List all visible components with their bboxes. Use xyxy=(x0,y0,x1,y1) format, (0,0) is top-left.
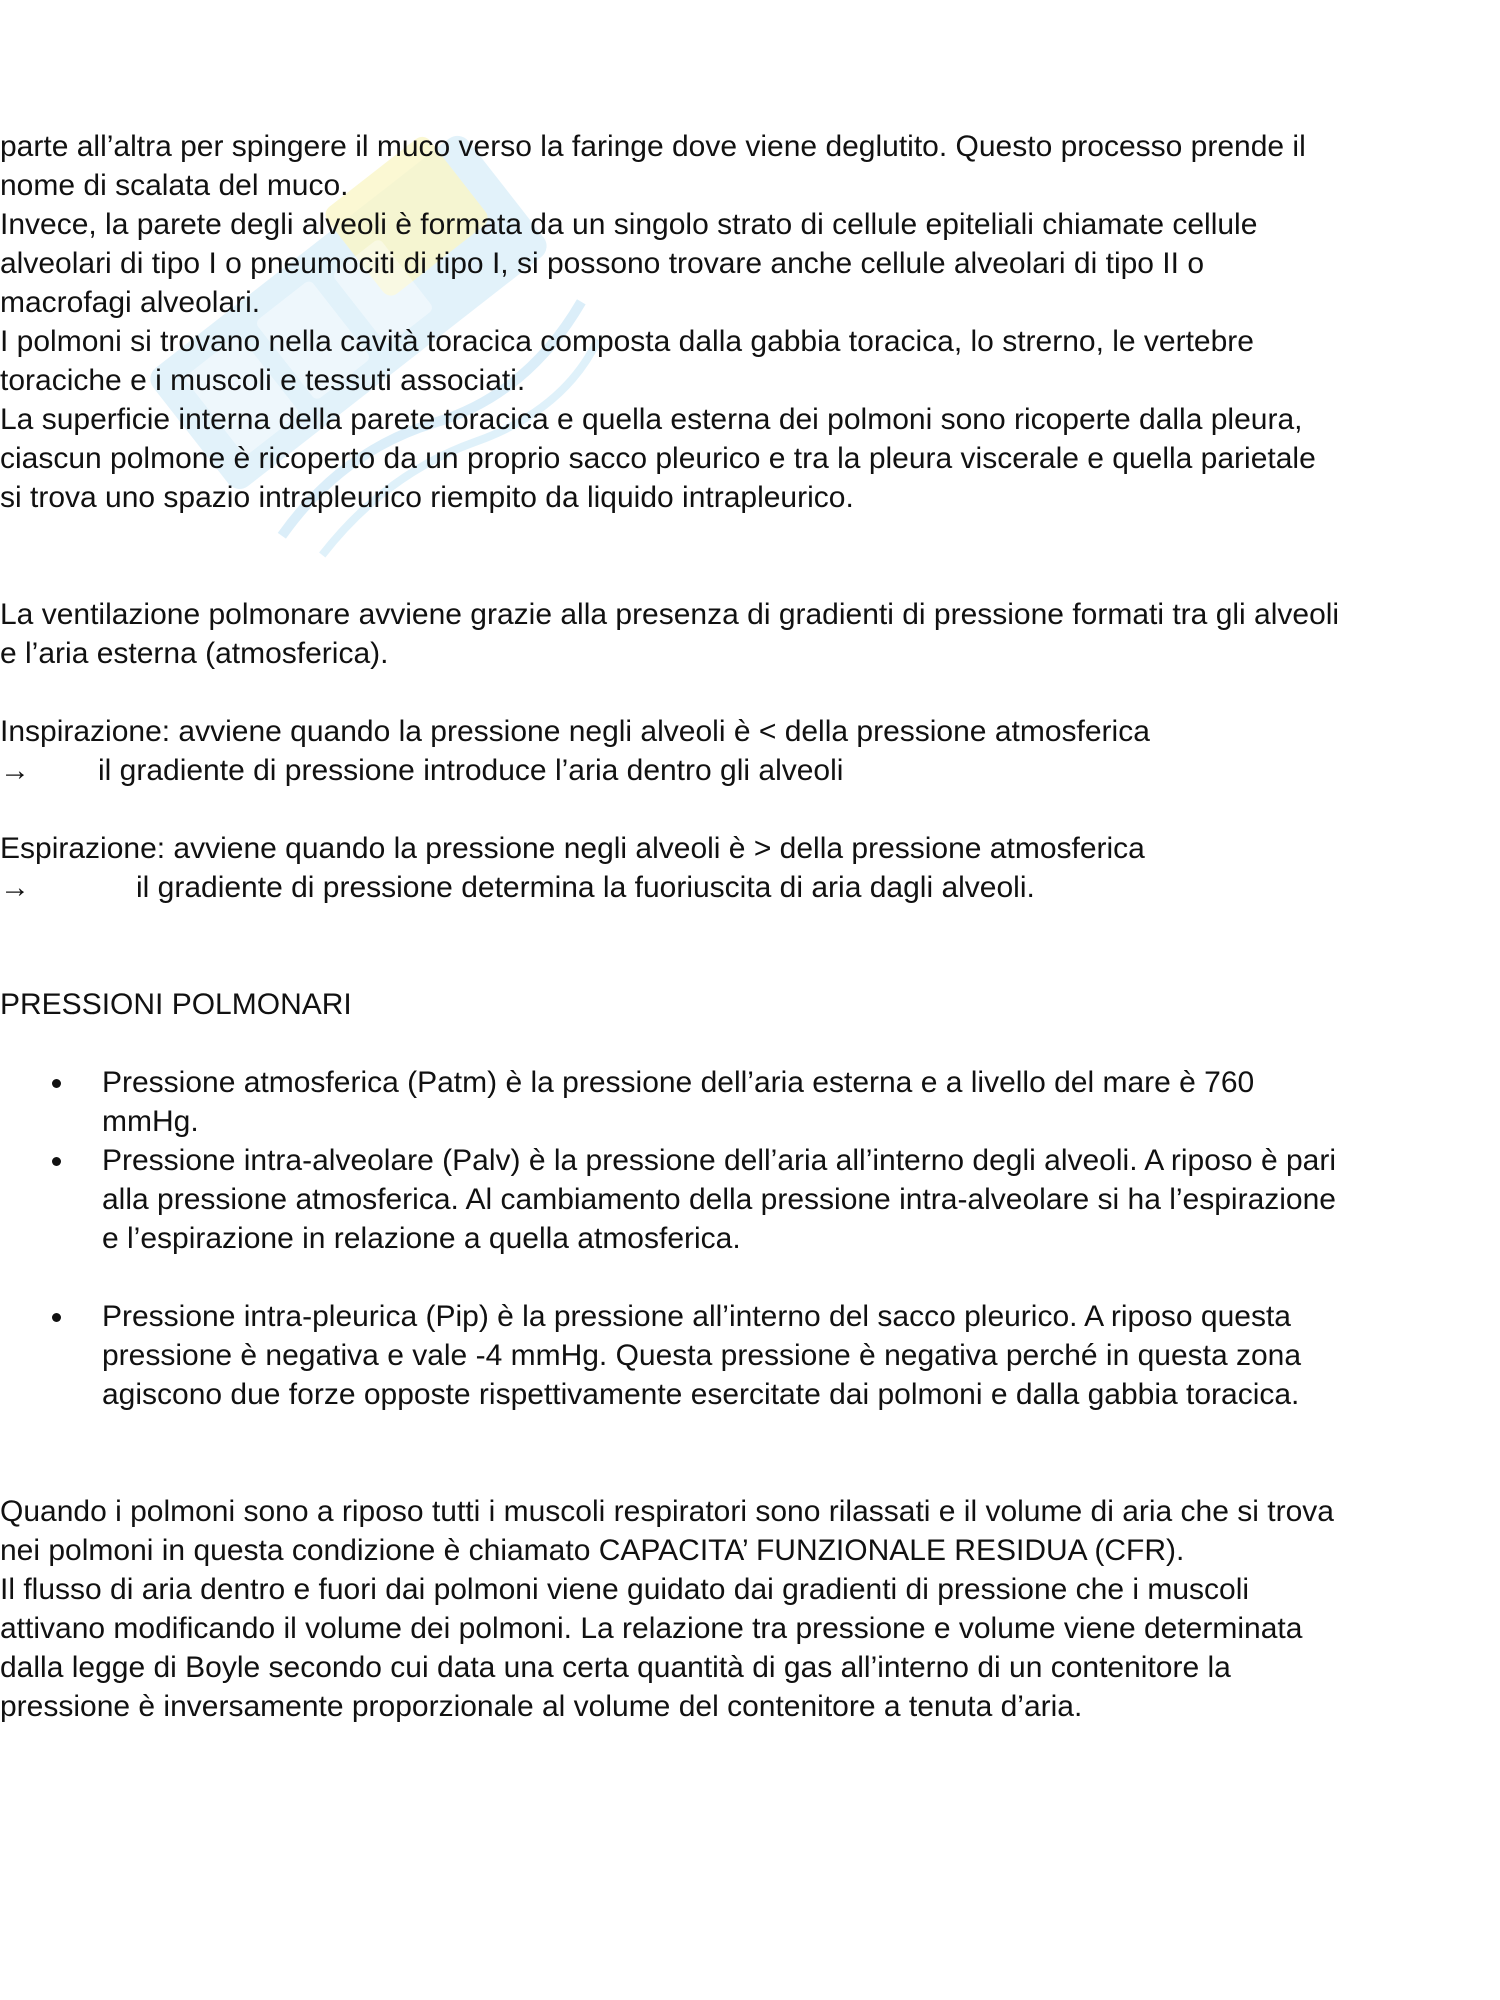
spacer xyxy=(0,1024,1340,1063)
list-item-text: Pressione intra-alveolare (Palv) è la pressione dell’aria all’interno degli alveoli. A riposo è pari alla pressione atmosferica. Al cambiamento della pressione intra-alveolare si ha l’espirazione e l’espirazione in relazione a quella atmosferica. xyxy=(102,1144,1336,1255)
paragraph-boyle: Il flusso di aria dentro e fuori dai polmoni viene guidato dai gradienti di pressione che i muscoli attivano modificando il volume dei polmoni. La relazione tra pressione e volume viene determinata dalla legge di Boyle secondo cui data una certa quantità di gas all’interno di un contenitore la pressione è inversamente proporzionale al volume del contenitore a tenuta d’aria. xyxy=(0,1573,1303,1723)
section-heading: PRESSIONI POLMONARI xyxy=(0,988,352,1021)
inspirazione-result-line xyxy=(0,751,1340,790)
pressure-list xyxy=(0,1063,1340,1414)
list-item xyxy=(0,1297,1340,1414)
espirazione-line: Espirazione: avviene quando la pressione negli alveoli è > della pressione atmosferica xyxy=(0,832,1145,865)
spacer xyxy=(0,517,1340,595)
inspirazione-result: il gradiente di pressione introduce l’aria dentro gli alveoli xyxy=(98,754,844,787)
list-item xyxy=(0,1063,1340,1141)
arrow-right-icon: → xyxy=(0,754,30,787)
paragraph-pleura: La superficie interna della parete toracica e quella esterna dei polmoni sono ricoperte dalla pleura, ciascun polmone è ricoperto da un proprio sacco pleurico e tra la pleura viscerale e quella parietale si trova uno spazio intrapleurico riempito da liquido intrapleurico. xyxy=(0,403,1316,514)
list-item-text: Pressione intra-pleurica (Pip) è la pressione all’interno del sacco pleurico. A riposo questa pressione è negativa e vale -4 mmHg. Questa pressione è negativa perché in questa zona agiscono due forze opposte rispettivamente esercitate dai polmoni e dalla gabbia toracica. xyxy=(102,1300,1302,1411)
inspirazione-line: Inspirazione: avviene quando la pressione negli alveoli è < della pressione atmosferica xyxy=(0,715,1150,748)
spacer xyxy=(0,907,1340,985)
spacer xyxy=(0,673,1340,712)
paragraph-alveoli: Invece, la parete degli alveoli è formata da un singolo strato di cellule epiteliali chiamate cellule alveolari di tipo I o pneumociti di tipo I, si possono trovare anche cellule alveolari di tipo II o macrofagi alveolari. xyxy=(0,208,1258,319)
bullet-icon xyxy=(52,1079,61,1088)
paragraph-ventilazione: La ventilazione polmonare avviene grazie alla presenza di gradienti di pressione formati tra gli alveoli e l’aria esterna (atmosferica). xyxy=(0,598,1340,670)
paragraph-polmoni: I polmoni si trovano nella cavità toracica composta dalla gabbia toracica, lo strerno, le vertebre toraciche e i muscoli e tessuti associati. xyxy=(0,325,1254,397)
list-item xyxy=(0,1141,1340,1258)
bullet-icon xyxy=(52,1313,61,1322)
arrow-right-icon: → xyxy=(0,871,30,904)
document-body xyxy=(0,127,1340,1726)
spacer xyxy=(0,1414,1340,1492)
list-item-text: Pressione atmosferica (Patm) è la pressione dell’aria esterna e a livello del mare è 760 mmHg. xyxy=(102,1066,1255,1138)
bullet-icon xyxy=(52,1157,61,1166)
spacer xyxy=(0,790,1340,829)
list-item-spacer xyxy=(0,1258,1340,1297)
paragraph-muco: parte all’altra per spingere il muco verso la faringe dove viene deglutito. Questo processo prende il nome di scalata del muco. xyxy=(0,130,1306,202)
espirazione-result: il gradiente di pressione determina la fuoriuscita di aria dagli alveoli. xyxy=(136,871,1035,904)
espirazione-result-line xyxy=(0,868,1340,907)
paragraph-cfr: Quando i polmoni sono a riposo tutti i muscoli respiratori sono rilassati e il volume di aria che si trova nei polmoni in questa condizione è chiamato CAPACITA’ FUNZIONALE RESIDUA (CFR). xyxy=(0,1495,1334,1567)
